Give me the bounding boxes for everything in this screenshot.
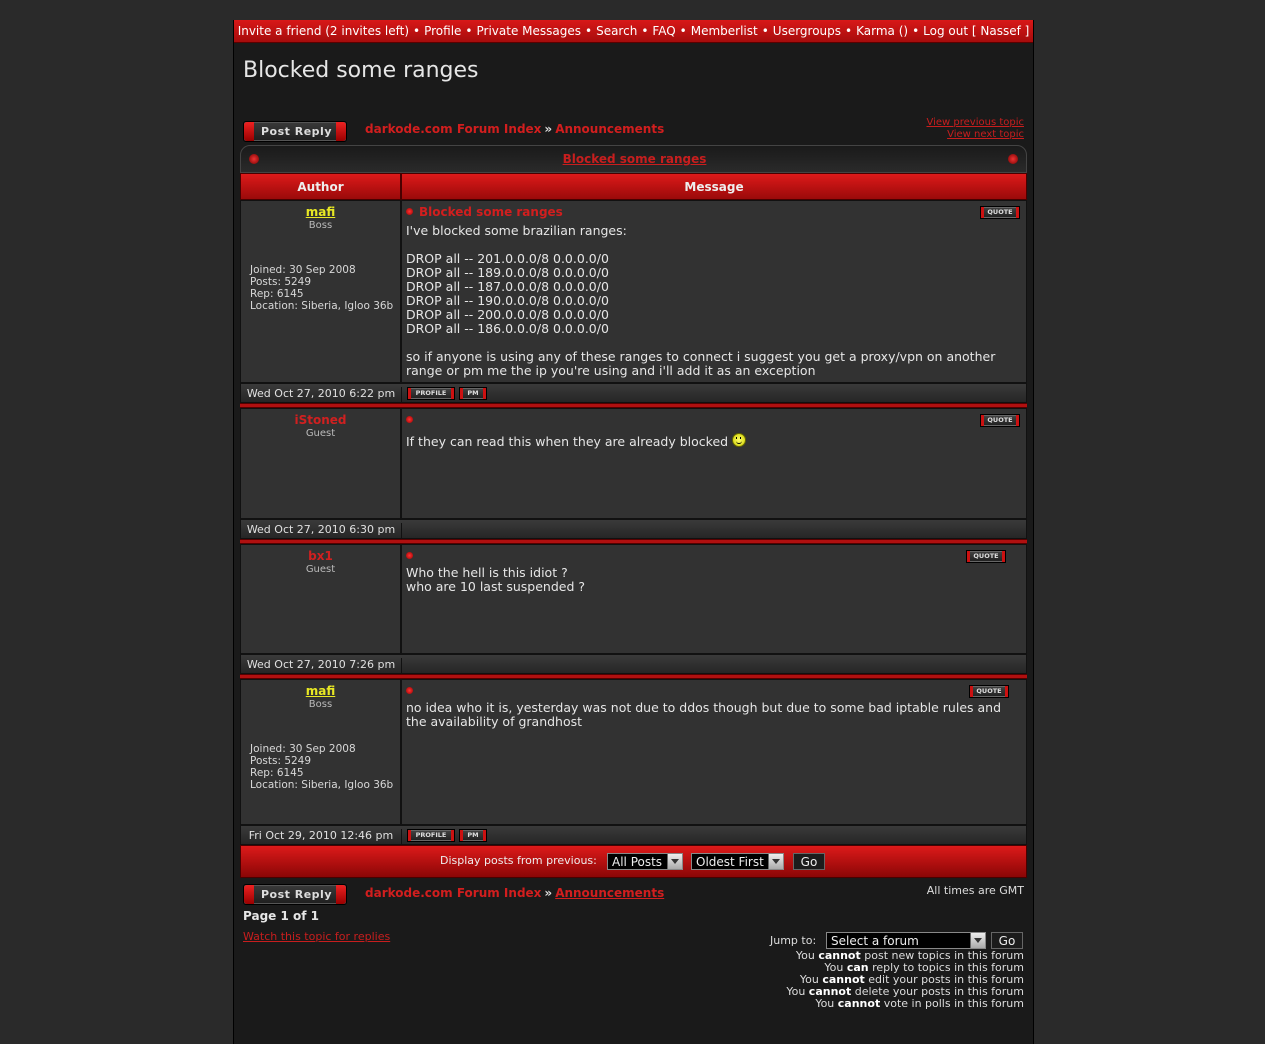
timezone-note: All times are GMT xyxy=(926,884,1024,897)
perm-keyword: cannot xyxy=(818,949,861,962)
posts-table xyxy=(240,145,1027,878)
post-icon xyxy=(406,552,413,559)
post-message-cell xyxy=(401,544,1027,654)
quote-button[interactable]: QUOTE xyxy=(966,550,1006,563)
jump-go-button[interactable]: Go xyxy=(991,932,1023,949)
perm-prefix: You xyxy=(824,961,847,974)
topic-caption-bar xyxy=(240,145,1027,173)
perm-keyword: cannot xyxy=(822,973,865,986)
perm-keyword: can xyxy=(846,961,869,974)
post-reply-label: Post Reply xyxy=(261,125,332,138)
quote-button[interactable]: QUOTE xyxy=(969,685,1009,698)
post-reply-button-bottom[interactable] xyxy=(243,884,347,905)
post-date: Wed Oct 27, 2010 7:26 pm xyxy=(241,658,402,674)
forum-permissions xyxy=(786,950,1024,1010)
post-body: Who the hell is this idiot ? who are 10 last suspended ? xyxy=(406,565,586,594)
nav-separator: • xyxy=(641,24,649,38)
perm-keyword: cannot xyxy=(837,997,881,1010)
profile-button[interactable]: PROFILE xyxy=(407,387,455,400)
perm-suffix: reply to topics in this forum xyxy=(868,961,1024,974)
post-icon xyxy=(406,416,413,423)
caption-dot-icon xyxy=(1008,154,1018,164)
nav-karma-link[interactable]: Karma () xyxy=(856,24,909,38)
pm-button[interactable]: PM xyxy=(459,387,487,400)
button-cap-right xyxy=(336,122,346,141)
post-subject xyxy=(406,413,419,427)
pm-button[interactable]: PM xyxy=(459,829,487,842)
post-body: I've blocked some brazilian ranges: DROP all -- 201.0.0.0/8 0.0.0.0/0 DROP all -- 189.0.0.0/8 0.0.0.0/0 DROP all -- 187.0.0.0/8 0.0.0.0/0 DROP all -- 190.0.0.0/8 0.0.0.0/0 DROP all -- 200.0.0.0/8 0.0.0.0/0 DROP all -- 186.0.0.0/8 0.0.0.0/0 so if anyone is using any of these ranges to connect i suggest you get a proxy/vpn on another range or pm me the ip you're using and i'll add it as an exception xyxy=(406,223,996,378)
post-body xyxy=(406,433,1018,449)
view-next-topic-link[interactable]: View next topic xyxy=(947,129,1024,140)
post-reply-button[interactable] xyxy=(243,121,347,142)
chevron-down-icon xyxy=(667,854,682,869)
chevron-down-icon xyxy=(970,933,985,948)
post-reply-label: Post Reply xyxy=(261,888,332,901)
nav-profile-link[interactable]: Profile xyxy=(424,24,462,38)
smiley-icon xyxy=(732,433,746,447)
perm-keyword: cannot xyxy=(808,985,852,998)
post-footer-row xyxy=(240,519,1027,539)
author-joined: Joined: 30 Sep 2008 xyxy=(250,743,356,755)
perm-suffix: delete your posts in this forum xyxy=(851,985,1024,998)
post-author-name: iStoned xyxy=(294,413,347,427)
post-icon xyxy=(406,687,413,694)
post-subject xyxy=(406,205,563,219)
jump-to-value: Select a forum xyxy=(831,934,919,948)
chevron-down-icon xyxy=(768,854,783,869)
post-footer-row xyxy=(240,383,1027,403)
post-message-cell xyxy=(401,408,1027,519)
post-footer-row xyxy=(240,825,1027,845)
post-author-rank: Guest xyxy=(305,428,336,439)
nav-faq-link[interactable]: FAQ xyxy=(652,24,676,38)
button-cap-left xyxy=(244,122,254,141)
jump-to-label: Jump to: xyxy=(770,934,817,947)
post-author-cell xyxy=(240,544,401,654)
message-column-header: Message xyxy=(401,173,1027,200)
display-options-bar xyxy=(240,845,1027,878)
sort-order-select[interactable] xyxy=(691,853,784,870)
breadcrumb-announcements-link[interactable]: Announcements xyxy=(555,886,665,900)
sort-order-value: Oldest First xyxy=(696,855,764,869)
breadcrumb-forum-index-link[interactable]: darkode.com Forum Index xyxy=(365,886,542,900)
post-author-info xyxy=(250,264,395,312)
profile-button[interactable]: PROFILE xyxy=(407,829,455,842)
display-posts-label: Display posts from previous: xyxy=(440,854,597,867)
perm-prefix: You xyxy=(815,997,838,1010)
author-joined: Joined: 30 Sep 2008 xyxy=(250,264,356,276)
jump-to-select[interactable] xyxy=(826,932,986,949)
post-subject xyxy=(406,549,419,563)
post-message-cell xyxy=(401,200,1027,383)
display-go-button[interactable]: Go xyxy=(793,853,825,870)
topic-title-link[interactable]: Blocked some ranges xyxy=(562,152,707,166)
nav-separator: • xyxy=(679,24,687,38)
perm-suffix: vote in polls in this forum xyxy=(880,997,1024,1010)
post-author-cell xyxy=(240,408,401,519)
topic-navigation xyxy=(926,117,1024,141)
author-location: Location: Siberia, Igloo 36b xyxy=(250,779,394,791)
nav-usergroups-link[interactable]: Usergroups xyxy=(772,24,842,38)
posts-period-value: All Posts xyxy=(612,855,663,869)
perm-suffix: edit your posts in this forum xyxy=(864,973,1024,986)
nav-separator: • xyxy=(845,24,853,38)
breadcrumb-arrow: » xyxy=(544,122,553,136)
breadcrumb-forum-index-link[interactable]: darkode.com Forum Index xyxy=(365,122,542,136)
post-author-rank: Boss xyxy=(308,220,333,231)
post-author-info xyxy=(250,743,395,791)
pagination-text: Page 1 of 1 xyxy=(243,909,319,923)
post-date: Wed Oct 27, 2010 6:30 pm xyxy=(241,523,402,539)
post-body-text: If they can read this when they are already blocked xyxy=(406,434,729,449)
nav-private-messages-link[interactable]: Private Messages xyxy=(476,24,581,38)
nav-separator: • xyxy=(912,24,920,38)
post-author-rank: Boss xyxy=(308,699,333,710)
author-rep: Rep: 6145 xyxy=(250,767,304,779)
quote-button[interactable]: QUOTE xyxy=(980,206,1020,219)
author-posts: Posts: 5249 xyxy=(250,276,312,288)
post-subject xyxy=(406,684,419,698)
nav-separator: • xyxy=(465,24,473,38)
breadcrumb xyxy=(365,122,664,136)
author-location: Location: Siberia, Igloo 36b xyxy=(250,300,394,312)
nav-separator: • xyxy=(413,24,421,38)
nav-invite-link[interactable]: Invite a friend (2 invites left) xyxy=(237,24,410,38)
post-body: no idea who it is, yesterday was not due to ddos though but due to some bad iptable rules and the availability of grandhost xyxy=(406,700,1006,729)
quote-button[interactable]: QUOTE xyxy=(980,414,1020,427)
post-author-name[interactable]: mafi xyxy=(305,684,336,698)
nav-separator: • xyxy=(585,24,593,38)
button-cap-left xyxy=(244,885,254,904)
post-date: Fri Oct 29, 2010 12:46 pm xyxy=(241,829,402,845)
permission-line xyxy=(786,998,1024,1010)
nav-logout-link[interactable]: Log out [ Nassef ] xyxy=(923,24,1030,38)
view-previous-topic-link[interactable]: View previous topic xyxy=(926,117,1024,128)
page-title: Blocked some ranges xyxy=(243,58,479,83)
post-author-cell xyxy=(240,679,401,825)
watch-topic-link[interactable]: Watch this topic for replies xyxy=(243,930,391,943)
post-author-name: bx1 xyxy=(308,549,333,563)
post-author-rank: Guest xyxy=(305,564,336,575)
breadcrumb-bottom xyxy=(365,886,664,900)
button-cap-right xyxy=(336,885,346,904)
post-icon xyxy=(406,208,413,215)
post-date: Wed Oct 27, 2010 6:22 pm xyxy=(241,387,402,403)
top-navigation-bar xyxy=(234,20,1033,43)
post-author-cell xyxy=(240,200,401,383)
post-author-name[interactable]: mafi xyxy=(305,205,336,219)
perm-prefix: You xyxy=(795,949,819,962)
nav-search-link[interactable]: Search xyxy=(596,24,638,38)
author-column-header: Author xyxy=(240,173,401,200)
author-rep: Rep: 6145 xyxy=(250,288,304,300)
post-subject-text: Blocked some ranges xyxy=(419,205,563,219)
perm-prefix: You xyxy=(799,973,823,986)
author-posts: Posts: 5249 xyxy=(250,755,312,767)
page-container xyxy=(233,20,1034,1044)
posts-period-select[interactable] xyxy=(607,853,683,870)
post-message-cell xyxy=(401,679,1027,825)
nav-memberlist-link[interactable]: Memberlist xyxy=(690,24,758,38)
breadcrumb-arrow: » xyxy=(544,886,553,900)
post-footer-row xyxy=(240,654,1027,674)
perm-suffix: post new topics in this forum xyxy=(860,949,1024,962)
perm-prefix: You xyxy=(786,985,809,998)
nav-separator: • xyxy=(761,24,769,38)
breadcrumb-announcements-link[interactable]: Announcements xyxy=(555,122,665,136)
